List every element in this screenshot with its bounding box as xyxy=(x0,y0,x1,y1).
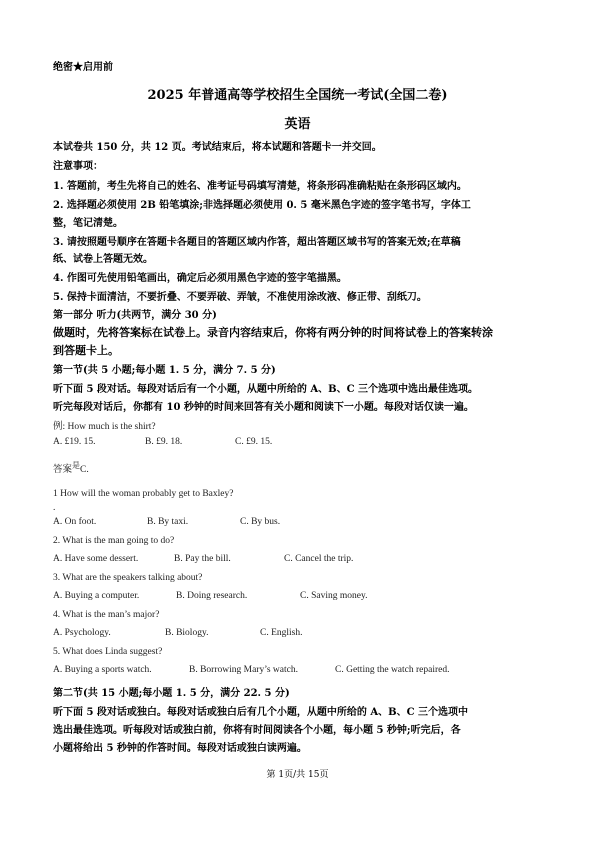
note-4: 4. 作图可先使用铅笔画出，确定后必须用黑色字迹的签字笔描黑。 xyxy=(53,273,347,284)
example-question: 例: How much is the shirt? xyxy=(53,422,156,432)
q4-option-a: A. Psychology. xyxy=(53,628,111,638)
q1-option-b: B. By taxi. xyxy=(147,517,189,527)
q1-option-a: A. On foot. xyxy=(53,517,97,527)
subject-title: 英语 xyxy=(284,117,311,132)
answer-value: C. xyxy=(80,465,89,476)
section1-desc-2: 听完每段对话后，你都有 10 秒钟的时间来回答有关小题和阅读下一小题。每段对话仅读一遍。 xyxy=(53,402,474,413)
note-3: 3. 请按照题号顺序在答题卡各题目的答题区域内作答，超出答题区域书写的答案无效;在草稿 xyxy=(53,237,461,248)
q3-option-b: B. Doing research. xyxy=(176,591,248,601)
example-option-c: C. £9. 15. xyxy=(235,437,273,447)
example-option-a: A. £19. 15. xyxy=(53,437,96,447)
part1-heading: 第一部分 听力(共两节，满分 30 分) xyxy=(53,310,217,321)
question-2: 2. What is the man going to do? xyxy=(53,536,175,546)
q2-option-b: B. Pay the bill. xyxy=(174,554,231,564)
q5-option-c: C. Getting the watch repaired. xyxy=(335,665,450,675)
question-1-dot: . xyxy=(53,503,56,513)
exam-title: 2025 年普通高等学校招生全国统一考试(全国二卷) xyxy=(147,88,448,103)
note-3-cont: 纸、试卷上答题无效。 xyxy=(53,254,153,265)
part1-desc-1: 做题时，先将答案标在试卷上。录音内容结束后，你将有两分钟的时间将试卷上的答案转涂 xyxy=(53,326,493,339)
page-number: 第 1页/共 15页 xyxy=(266,770,329,780)
section2-desc-1: 听下面 5 段对话或独白。每段对话或独白后有几个小题，从题中所给的 A、B、C 三个选项中 xyxy=(53,707,469,718)
answer-sup: 是 xyxy=(72,461,81,470)
section2-heading: 第二节(共 15 小题;每小题 1. 5 分，满分 22. 5 分) xyxy=(53,688,290,699)
notice-heading: 注意事项： xyxy=(53,161,103,172)
q5-option-a: A. Buying a sports watch. xyxy=(53,665,152,675)
section1-desc-1: 听下面 5 段对话。每段对话后有一个小题，从题中所给的 A、B、C 三个选项中选出最佳选项。 xyxy=(53,384,479,395)
question-5: 5. What does Linda suggest? xyxy=(53,647,163,657)
section2-desc-3: 小题将给出 5 秒钟的作答时间。每段对话或独白读两遍。 xyxy=(53,743,307,754)
q1-option-c: C. By bus. xyxy=(240,517,281,527)
note-5: 5. 保持卡面清洁，不要折叠、不要弄破、弄皱，不准使用涂改液、修正带、刮纸刀。 xyxy=(53,292,427,303)
note-2: 2. 选择题必须使用 2B 铅笔填涂;非选择题必须使用 0. 5 毫米黑色字迹的签字笔书写，字体工 xyxy=(53,200,471,211)
section2-desc-2: 选出最佳选项。听每段对话或独白前，你将有时间阅读各个小题，每小题 5 秒钟;听完后，各 xyxy=(53,725,461,736)
q4-option-c: C. English. xyxy=(260,628,303,638)
q3-option-c: C. Saving money. xyxy=(300,591,368,601)
q3-option-a: A. Buying a computer. xyxy=(53,591,140,601)
part1-desc-2: 到答题卡上。 xyxy=(53,344,119,357)
answer-prefix: 答案 xyxy=(53,465,73,476)
q5-option-b: B. Borrowing Mary’s watch. xyxy=(189,665,298,675)
question-1: 1 How will the woman probably get to Baxley? xyxy=(53,489,234,499)
intro-line: 本试卷共 150 分，共 12 页。考试结束后，将本试题和答题卡一并交回。 xyxy=(53,142,382,153)
question-4: 4. What is the man’s major? xyxy=(53,610,160,620)
q4-option-b: B. Biology. xyxy=(165,628,209,638)
question-3: 3. What are the speakers talking about? xyxy=(53,573,203,583)
example-answer xyxy=(53,460,89,475)
example-option-b: B. £9. 18. xyxy=(145,437,183,447)
confidential-label: 绝密★启用前 xyxy=(53,62,113,73)
q2-option-a: A. Have some dessert. xyxy=(53,554,139,564)
section1-heading: 第一节(共 5 小题;每小题 1. 5 分，满分 7. 5 分) xyxy=(53,365,276,376)
q2-option-c: C. Cancel the trip. xyxy=(284,554,354,564)
note-2-cont: 整，笔记清楚。 xyxy=(53,218,123,229)
note-1: 1. 答题前，考生先将自己的姓名、准考证号码填写清楚，将条形码准确粘贴在条形码区域内。 xyxy=(53,181,467,192)
